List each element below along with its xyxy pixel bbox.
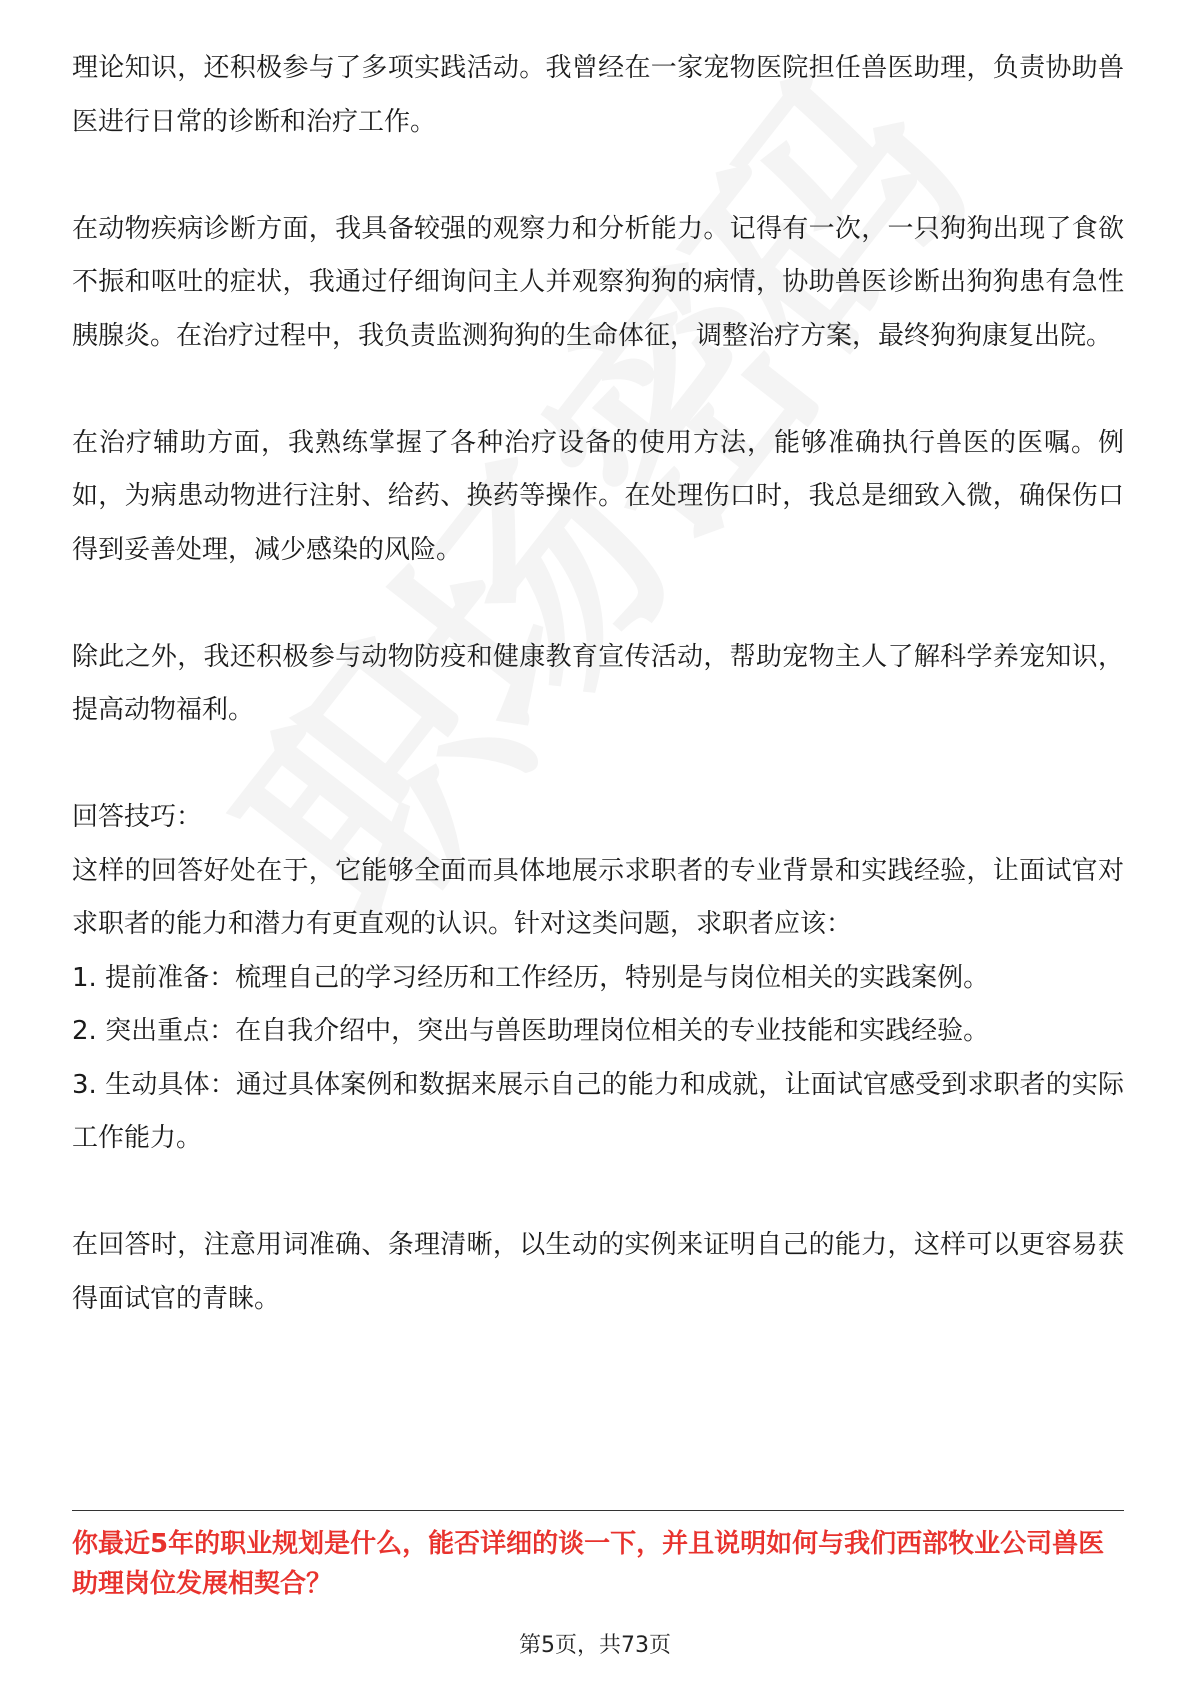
tips-list-item: 3. 生动具体：通过具体案例和数据来展示自己的能力和成就，让面试官感受到求职者的实际工作能力。 <box>72 1069 1124 1153</box>
next-question: 你最近5年的职业规划是什么，能否详细的谈一下，并且说明如何与我们西部牧业公司兽医助理岗位发展相契合？ <box>72 1529 1105 1599</box>
paragraph-outreach: 除此之外，我还积极参与动物防疫和健康教育宣传活动，帮助宠物主人了解科学养宠知识，提高动物福利。 <box>72 641 1124 725</box>
answer-content <box>72 42 1124 1380</box>
tips-list-item: 2. 突出重点：在自我介绍中，突出与兽医助理岗位相关的专业技能和实践经验。 <box>72 1016 990 1046</box>
section-divider <box>72 1510 1124 1511</box>
paragraph-treatment: 在治疗辅助方面，我熟练掌握了各种治疗设备的使用方法，能够准确执行兽医的医嘱。例如，为病患动物进行注射、给药、换药等操作。在处理伤口时，我总是细致入微，确保伤口得到妥善处理，减少感染的风险。 <box>72 427 1124 565</box>
tips-list <box>72 952 1124 1166</box>
tips-conclusion: 在回答时，注意用词准确、条理清晰，以生动的实例来证明自己的能力，这样可以更容易获得面试官的青睐。 <box>72 1230 1124 1314</box>
page-number: 第5页，共73页 <box>519 1633 671 1658</box>
paragraph-diagnosis: 在动物疾病诊断方面，我具备较强的观察力和分析能力。记得有一次，一只狗狗出现了食欲不振和呕吐的症状，我通过仔细询问主人并观察狗狗的病情，协助兽医诊断出狗狗患有急性胰腺炎。在治疗过程中，我负责监测狗狗的生命体征，调整治疗方案，最终狗狗康复出院。 <box>72 213 1124 351</box>
tips-heading: 回答技巧： <box>72 802 203 832</box>
tips-intro: 这样的回答好处在于，它能够全面而具体地展示求职者的专业背景和实践经验，让面试官对求职者的能力和潜力有更直观的认识。针对这类问题，求职者应该： <box>72 855 1124 939</box>
tips-list-item: 1. 提前准备：梳理自己的学习经历和工作经历，特别是与岗位相关的实践案例。 <box>72 962 990 993</box>
paragraph-experience: 理论知识，还积极参与了多项实践活动。我曾经在一家宠物医院担任兽医助理，负责协助兽医进行日常的诊断和治疗工作。 <box>72 53 1124 137</box>
